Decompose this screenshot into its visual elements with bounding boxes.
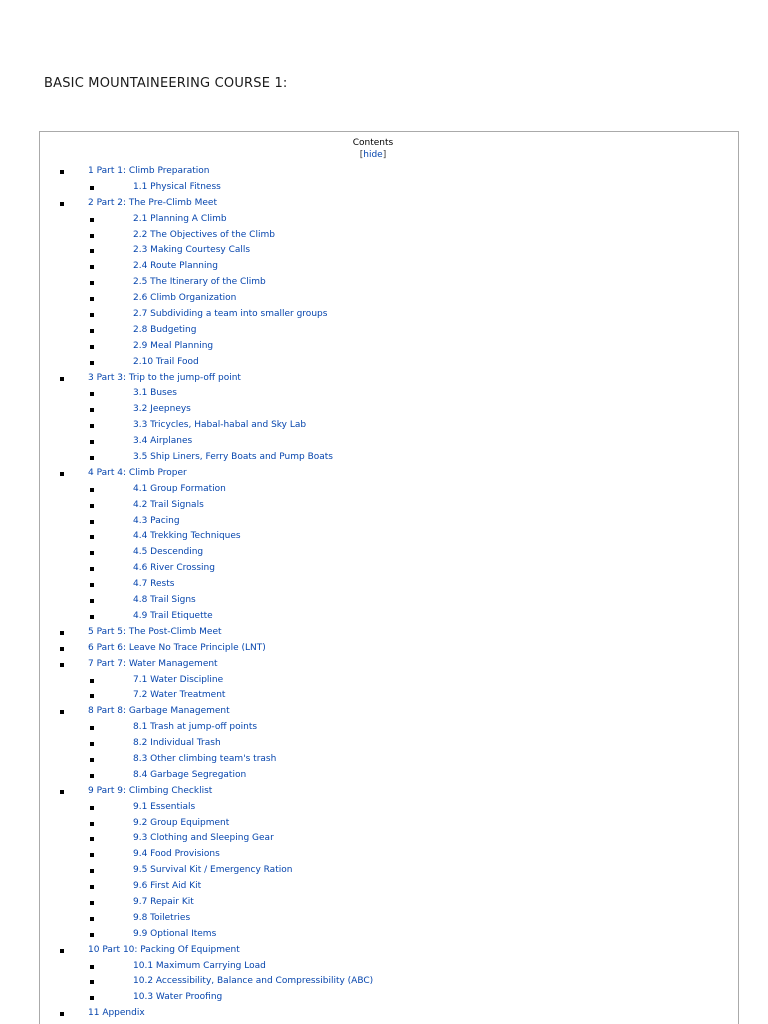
bullet-icon [90, 885, 94, 889]
toc-subsection-item [40, 911, 738, 927]
bullet-icon [90, 758, 94, 762]
toc-hide-link[interactable]: hide [363, 150, 383, 160]
bullet-icon [90, 265, 94, 269]
toc-section-item [40, 943, 738, 959]
toc-entry-link[interactable]: 2.5 The Itinerary of the Climb [133, 277, 266, 288]
bullet-icon [90, 313, 94, 317]
bullet-icon [90, 329, 94, 333]
toc-entry-link[interactable]: 10.3 Water Proofing [133, 992, 223, 1003]
toc-entry-link[interactable]: 2.3 Making Courtesy Calls [133, 245, 251, 256]
toc-subsection-item [40, 482, 738, 498]
toc-subsection-item [40, 577, 738, 593]
bullet-icon [90, 917, 94, 921]
toc-subsection-item [40, 673, 738, 689]
bullet-icon [60, 663, 64, 667]
toc-entry-link[interactable]: 4 Part 4: Climb Proper [88, 467, 187, 478]
bullet-icon [90, 742, 94, 746]
toc-entry-link[interactable]: 1.1 Physical Fitness [133, 181, 221, 192]
toc-section-item [40, 784, 738, 800]
toc-entry-link[interactable]: 8.4 Garbage Segregation [133, 769, 247, 780]
toc-entry-link[interactable]: 5 Part 5: The Post-Climb Meet [88, 626, 222, 637]
toc-subsection-item [40, 323, 738, 339]
toc-subsection-item [40, 990, 738, 1006]
toc-toggle-open-bracket: [ [359, 150, 364, 160]
toc-subsection-item [40, 355, 738, 371]
bullet-icon [90, 249, 94, 253]
bullet-icon [90, 726, 94, 730]
toc-subsection-item [40, 514, 738, 530]
bullet-icon [90, 520, 94, 524]
toc-subsection-item [40, 847, 738, 863]
toc-subsection-item [40, 402, 738, 418]
toc-entry-link[interactable]: 7.2 Water Treatment [133, 690, 226, 701]
toc-subsection-item [40, 593, 738, 609]
toc-header [40, 137, 706, 161]
toc-entry-link[interactable]: 2.6 Climb Organization [133, 293, 237, 304]
bullet-icon [60, 790, 64, 794]
toc-subsection-item [40, 243, 738, 259]
bullet-icon [90, 679, 94, 683]
toc-entry-link[interactable]: 9.8 Toiletries [133, 912, 191, 923]
toc-subsection-item [40, 561, 738, 577]
toc-entry-link[interactable]: 2.1 Planning A Climb [133, 213, 227, 224]
toc-subsection-item [40, 927, 738, 943]
toc-section-item [40, 466, 738, 482]
toc-entry-link[interactable]: 4.3 Pacing [133, 515, 180, 526]
toc-entry-link[interactable]: 4.1 Group Formation [133, 483, 226, 494]
toc-section-item [40, 641, 738, 657]
toc-subsection-item [40, 959, 738, 975]
toc-entry-link[interactable]: 9.4 Food Provisions [133, 849, 220, 860]
toc-entry-link[interactable]: 10.2 Accessibility, Balance and Compressibility (ABC) [133, 976, 374, 987]
toc-entry-link[interactable]: 1 Part 1: Climb Preparation [88, 166, 210, 176]
toc-subsection-item [40, 609, 738, 625]
bullet-icon [90, 806, 94, 810]
toc-subsection-item [40, 545, 738, 561]
toc-subsection-item [40, 275, 738, 291]
bullet-icon [90, 774, 94, 778]
toc-entry-link[interactable]: 4.4 Trekking Techniques [133, 531, 241, 542]
bullet-icon [90, 392, 94, 396]
toc-entry-link[interactable]: 9.9 Optional Items [133, 928, 217, 939]
toc-entry-link[interactable]: 9.3 Clothing and Sleeping Gear [133, 833, 274, 844]
bullet-icon [90, 297, 94, 301]
bullet-icon [90, 408, 94, 412]
bullet-icon [90, 583, 94, 587]
toc-section-item [40, 371, 738, 387]
toc-entry-link[interactable]: 3.3 Tricycles, Habal-habal and Sky Lab [133, 420, 307, 431]
toc-subsection-item [40, 879, 738, 895]
bullet-icon [90, 488, 94, 492]
bullet-icon [90, 504, 94, 508]
bullet-icon [60, 202, 64, 206]
toc-subsection-item [40, 212, 738, 228]
bullet-icon [90, 456, 94, 460]
toc-subsection-item [40, 498, 738, 514]
bullet-icon [90, 822, 94, 826]
toc-entry-link[interactable]: 2 Part 2: The Pre-Climb Meet [88, 197, 217, 208]
toc-entry-link[interactable]: 9.2 Group Equipment [133, 817, 230, 828]
toc-entry-link[interactable]: 11 Appendix [88, 1008, 145, 1019]
toc-subsection-item [40, 386, 738, 402]
toc-subsection-item [40, 418, 738, 434]
bullet-icon [90, 901, 94, 905]
toc-entry-link[interactable]: 4.6 River Crossing [133, 563, 215, 574]
toc-entry-link[interactable]: 2.10 Trail Food [133, 356, 199, 367]
toc-entry-link[interactable]: 9.7 Repair Kit [133, 896, 194, 907]
toc-entry-link[interactable]: 8.2 Individual Trash [133, 738, 221, 749]
bullet-icon [90, 186, 94, 190]
toc-entry-link[interactable]: 3.4 Airplanes [133, 436, 193, 447]
toc-entry-link[interactable]: 9.1 Essentials [133, 801, 196, 812]
toc-section-item [40, 657, 738, 673]
bullet-icon [90, 281, 94, 285]
toc-entry-link[interactable]: 2.4 Route Planning [133, 261, 218, 272]
toc-heading: Contents [352, 138, 394, 148]
toc-entry-link[interactable]: 8 Part 8: Garbage Management [88, 706, 230, 717]
table-of-contents [39, 131, 739, 1024]
bullet-icon [90, 361, 94, 365]
toc-subsection-item [40, 752, 738, 768]
toc-subsection-item [40, 831, 738, 847]
toc-entry-link[interactable]: 3.5 Ship Liners, Ferry Boats and Pump Boats [133, 452, 333, 463]
bullet-icon [60, 170, 64, 174]
toc-entry-link[interactable]: 8.1 Trash at jump-off points [133, 722, 258, 733]
toc-subsection-item [40, 863, 738, 879]
toc-subsection-item [40, 307, 738, 323]
toc-entry-link[interactable]: 4.9 Trail Etiquette [133, 610, 213, 621]
bullet-icon [90, 599, 94, 603]
toc-entry-link[interactable]: 4.5 Descending [133, 547, 204, 558]
bullet-icon [90, 345, 94, 349]
toc-entry-link[interactable]: 10 Part 10: Packing Of Equipment [88, 944, 240, 955]
bullet-icon [90, 535, 94, 539]
toc-subsection-item [40, 259, 738, 275]
bullet-icon [60, 377, 64, 381]
toc-section-item [40, 1006, 738, 1022]
toc-entry-link[interactable]: 7.1 Water Discipline [133, 674, 224, 685]
toc-subsection-item [40, 180, 738, 196]
document-title: BASIC MOUNTAINEERING COURSE 1: [44, 76, 288, 91]
toc-subsection-item [40, 434, 738, 450]
toc-toggle-close-bracket: ] [382, 150, 387, 160]
bullet-icon [90, 837, 94, 841]
bullet-icon [90, 694, 94, 698]
bullet-icon [90, 440, 94, 444]
toc-subsection-item [40, 450, 738, 466]
bullet-icon [90, 424, 94, 428]
toc-subsection-item [40, 688, 738, 704]
bullet-icon [90, 551, 94, 555]
toc-subsection-item [40, 736, 738, 752]
toc-entry-link[interactable]: 2.7 Subdividing a team into smaller groups [133, 309, 328, 320]
toc-list [40, 164, 738, 1022]
toc-entry-link[interactable]: 3 Part 3: Trip to the jump-off point [88, 372, 241, 383]
bullet-icon [90, 996, 94, 1000]
bullet-icon [90, 965, 94, 969]
bullet-icon [90, 234, 94, 238]
bullet-icon [60, 631, 64, 635]
toc-entry-link[interactable]: 4.2 Trail Signals [133, 499, 204, 510]
toc-subsection-item [40, 895, 738, 911]
toc-section-item [40, 196, 738, 212]
toc-entry-link[interactable]: 9.6 First Aid Kit [133, 881, 202, 892]
toc-subsection-item [40, 974, 738, 990]
toc-subsection-item [40, 339, 738, 355]
toc-subsection-item [40, 529, 738, 545]
toc-entry-link[interactable]: 2.9 Meal Planning [133, 340, 214, 351]
toc-entry-link[interactable]: 2.8 Budgeting [133, 324, 197, 335]
toc-entry-link[interactable]: 8.3 Other climbing team's trash [133, 753, 277, 764]
toc-entry-link[interactable]: 10.1 Maximum Carrying Load [133, 960, 266, 971]
bullet-icon [90, 980, 94, 984]
toc-subsection-item [40, 816, 738, 832]
toc-entry-link[interactable]: 4.7 Rests [133, 579, 175, 590]
bullet-icon [60, 710, 64, 714]
toc-subsection-item [40, 768, 738, 784]
toc-entry-link[interactable]: 9.5 Survival Kit / Emergency Ration [133, 865, 293, 876]
bullet-icon [60, 1012, 64, 1016]
bullet-icon [90, 853, 94, 857]
toc-entry-link[interactable]: 9 Part 9: Climbing Checklist [88, 785, 213, 796]
bullet-icon [60, 949, 64, 953]
bullet-icon [60, 647, 64, 651]
toc-toggle [40, 149, 706, 161]
toc-subsection-item [40, 800, 738, 816]
bullet-icon [60, 472, 64, 476]
toc-subsection-item [40, 228, 738, 244]
bullet-icon [90, 869, 94, 873]
toc-entry-link[interactable]: 3.1 Buses [133, 388, 177, 399]
toc-entry-link[interactable]: 4.8 Trail Signs [133, 595, 196, 606]
toc-entry-link[interactable]: 2.2 The Objectives of the Climb [133, 229, 275, 240]
toc-entry-link[interactable]: 7 Part 7: Water Management [88, 658, 218, 669]
bullet-icon [90, 933, 94, 937]
bullet-icon [90, 615, 94, 619]
bullet-icon [90, 218, 94, 222]
toc-section-item [40, 164, 738, 180]
toc-subsection-item [40, 291, 738, 307]
toc-section-item [40, 625, 738, 641]
bullet-icon [90, 567, 94, 571]
toc-subsection-item [40, 720, 738, 736]
toc-section-item [40, 704, 738, 720]
toc-entry-link[interactable]: 3.2 Jeepneys [133, 404, 191, 415]
toc-entry-link[interactable]: 6 Part 6: Leave No Trace Principle (LNT) [88, 642, 266, 653]
